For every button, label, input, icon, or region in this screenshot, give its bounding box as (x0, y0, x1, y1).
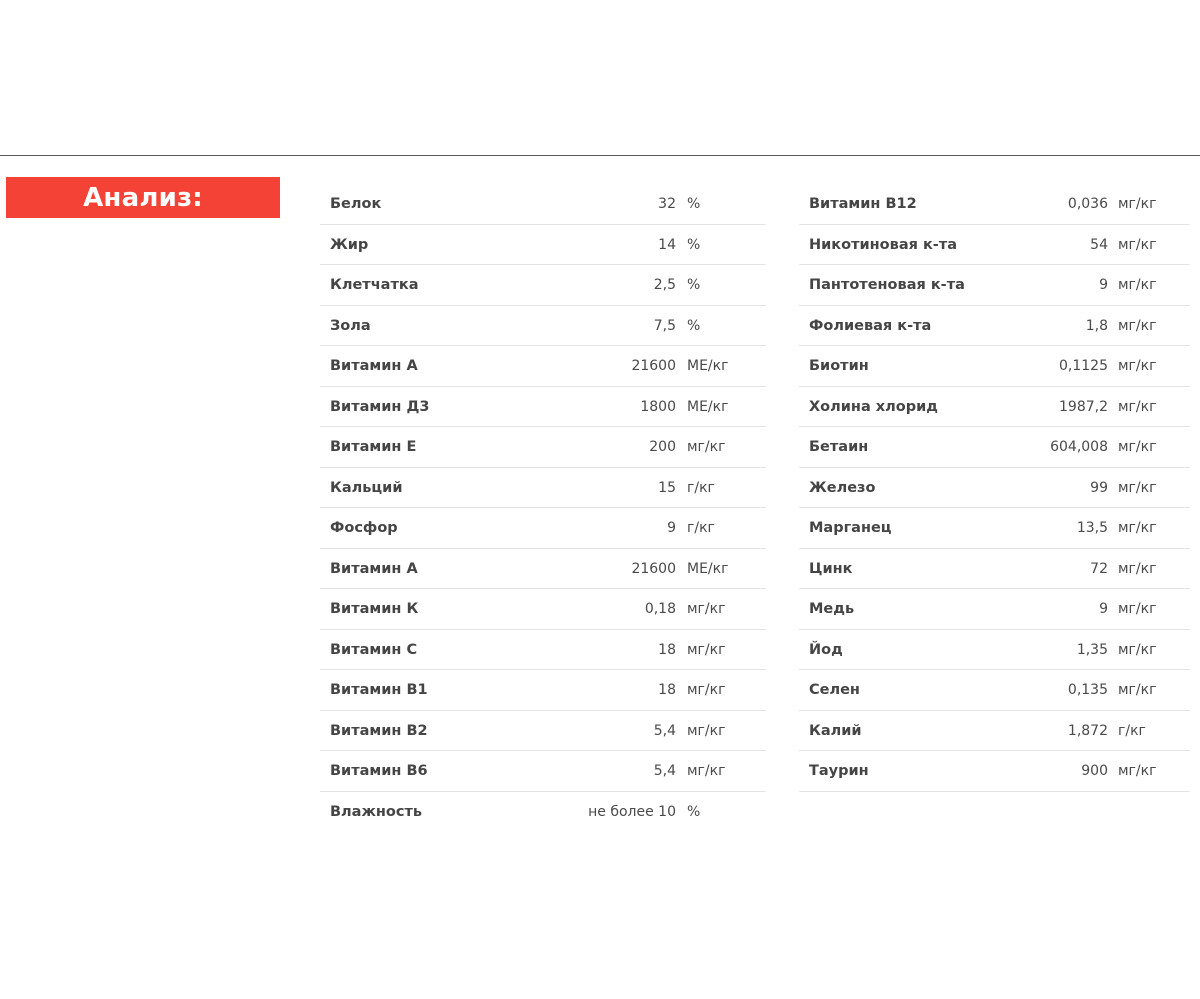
nutrient-value: 9 (1099, 277, 1108, 293)
nutrient-unit: мг/кг (1118, 358, 1157, 374)
nutrient-unit: мг/кг (1118, 277, 1157, 293)
table-row (320, 751, 766, 792)
nutrient-name: Витамин В2 (330, 722, 428, 739)
nutrient-value: 72 (1090, 560, 1108, 577)
nutrient-unit: МЕ/кг (687, 398, 729, 415)
nutrient-value: 54 (1090, 236, 1108, 253)
nutrient-name: Марганец (809, 520, 892, 536)
table-row (320, 225, 766, 266)
nutrient-value: 200 (649, 439, 676, 455)
nutrient-name: Белок (330, 196, 382, 212)
nutrient-unit: % (687, 196, 701, 212)
nutrient-value: 9 (1099, 601, 1108, 617)
table-row (799, 184, 1190, 225)
table-row (320, 711, 766, 752)
nutrient-value: 21600 (631, 358, 676, 374)
table-row (799, 468, 1190, 509)
nutrient-unit: мг/кг (1118, 439, 1157, 455)
table-row (799, 265, 1190, 306)
nutrient-unit: мг/кг (687, 763, 726, 779)
nutrient-name: Витамин В6 (330, 763, 428, 779)
table-row (320, 589, 766, 630)
table-row (799, 751, 1190, 792)
nutrient-value: 1800 (640, 398, 676, 415)
nutrient-unit: мг/кг (1118, 398, 1157, 415)
nutrient-value: 18 (658, 641, 676, 658)
section-title-banner (6, 177, 280, 218)
nutrient-unit: мг/кг (1118, 682, 1157, 698)
nutrient-unit: мг/кг (1118, 601, 1157, 617)
nutrient-value: 0,135 (1067, 682, 1108, 698)
nutrient-name: Пантотеновая к-та (809, 277, 965, 293)
table-row (799, 630, 1190, 671)
table-row (320, 549, 766, 590)
nutrient-unit: мг/кг (1118, 641, 1157, 658)
nutrient-name: Йод (809, 641, 843, 658)
nutrient-unit: МЕ/кг (687, 358, 729, 374)
nutrient-unit: мг/кг (1118, 479, 1157, 496)
nutrient-name: Калий (809, 722, 862, 739)
table-row (320, 387, 766, 428)
nutrient-value: 900 (1081, 763, 1108, 779)
nutrient-unit: мг/кг (687, 682, 726, 698)
table-row (320, 184, 766, 225)
nutrient-name: Селен (809, 682, 860, 698)
nutrient-value: 18 (658, 682, 676, 698)
nutrient-unit: г/кг (687, 520, 715, 536)
nutrient-value: не более 10 (588, 803, 676, 820)
nutrient-unit: г/кг (1118, 722, 1146, 739)
nutrient-value: 0,18 (644, 601, 676, 617)
nutrient-unit: мг/кг (1118, 236, 1157, 253)
nutrient-unit: мг/кг (1118, 196, 1157, 212)
nutrient-name: Зола (330, 317, 371, 334)
nutrient-name: Бетаин (809, 439, 869, 455)
nutrient-name: Витамин С (330, 641, 418, 658)
nutrient-value: 1,872 (1067, 722, 1108, 739)
top-divider (0, 155, 1200, 156)
table-row (799, 670, 1190, 711)
table-row (320, 306, 766, 347)
nutrient-name: Холина хлорид (809, 398, 938, 415)
nutrient-name: Таурин (809, 763, 869, 779)
nutrient-value: 0,036 (1067, 196, 1108, 212)
nutrient-name: Никотиновая к-та (809, 236, 958, 253)
table-row (799, 387, 1190, 428)
nutrient-unit: мг/кг (687, 641, 726, 658)
nutrient-value: 1,8 (1085, 317, 1108, 334)
nutrient-name: Фолиевая к-та (809, 317, 932, 334)
nutrient-name: Влажность (330, 803, 423, 820)
table-row (320, 427, 766, 468)
nutrient-value: 32 (658, 196, 676, 212)
table-row (799, 306, 1190, 347)
table-row (799, 589, 1190, 630)
table-row (320, 670, 766, 711)
analysis-table-left (320, 184, 766, 832)
nutrient-name: Железо (809, 479, 876, 496)
nutrient-name: Витамин Е (330, 439, 417, 455)
nutrient-value: 13,5 (1076, 520, 1108, 536)
nutrient-unit: мг/кг (687, 722, 726, 739)
table-row (320, 630, 766, 671)
nutrient-name: Витамин К (330, 601, 419, 617)
nutrient-name: Витамин Д3 (330, 398, 430, 415)
nutrient-unit: мг/кг (1118, 317, 1157, 334)
nutrient-name: Витамин А (330, 358, 418, 374)
nutrient-name: Медь (809, 601, 855, 617)
nutrient-value: 99 (1090, 479, 1108, 496)
nutrient-value: 7,5 (653, 317, 676, 334)
nutrient-name: Цинк (809, 560, 853, 577)
nutrient-name: Витамин А (330, 560, 418, 577)
nutrient-name: Клетчатка (330, 277, 419, 293)
nutrient-value: 14 (658, 236, 676, 253)
table-row (320, 468, 766, 509)
nutrient-name: Витамин В1 (330, 682, 428, 698)
table-row (799, 346, 1190, 387)
nutrient-unit: % (687, 803, 701, 820)
table-row (320, 346, 766, 387)
nutrient-name: Биотин (809, 358, 869, 374)
section-title: Анализ: (83, 182, 203, 213)
nutrient-value: 5,4 (653, 763, 676, 779)
table-row (320, 792, 766, 833)
nutrient-unit: мг/кг (1118, 520, 1157, 536)
analysis-table-right (799, 184, 1190, 792)
nutrient-value: 2,5 (653, 277, 676, 293)
nutrient-value: 21600 (631, 560, 676, 577)
nutrient-value: 9 (667, 520, 676, 536)
nutrient-value: 604,008 (1050, 439, 1108, 455)
nutrient-name: Витамин В12 (809, 196, 917, 212)
table-row (799, 225, 1190, 266)
nutrient-unit: % (687, 317, 701, 334)
table-row (799, 427, 1190, 468)
nutrient-value: 1,35 (1076, 641, 1108, 658)
nutrient-unit: % (687, 236, 701, 253)
nutrient-value: 15 (658, 479, 676, 496)
nutrient-unit: мг/кг (687, 439, 726, 455)
table-row (799, 711, 1190, 752)
nutrient-name: Жир (330, 236, 369, 253)
nutrient-value: 5,4 (653, 722, 676, 739)
table-row (320, 508, 766, 549)
table-row (320, 265, 766, 306)
nutrient-value: 0,1125 (1059, 358, 1108, 374)
nutrient-name: Фосфор (330, 520, 398, 536)
nutrient-unit: мг/кг (687, 601, 726, 617)
nutrient-value: 1987,2 (1059, 398, 1108, 415)
nutrient-unit: мг/кг (1118, 763, 1157, 779)
table-row (799, 508, 1190, 549)
nutrient-unit: МЕ/кг (687, 560, 729, 577)
nutrient-unit: мг/кг (1118, 560, 1157, 577)
nutrient-unit: % (687, 277, 701, 293)
table-row (799, 549, 1190, 590)
nutrient-unit: г/кг (687, 479, 715, 496)
nutrient-name: Кальций (330, 479, 403, 496)
